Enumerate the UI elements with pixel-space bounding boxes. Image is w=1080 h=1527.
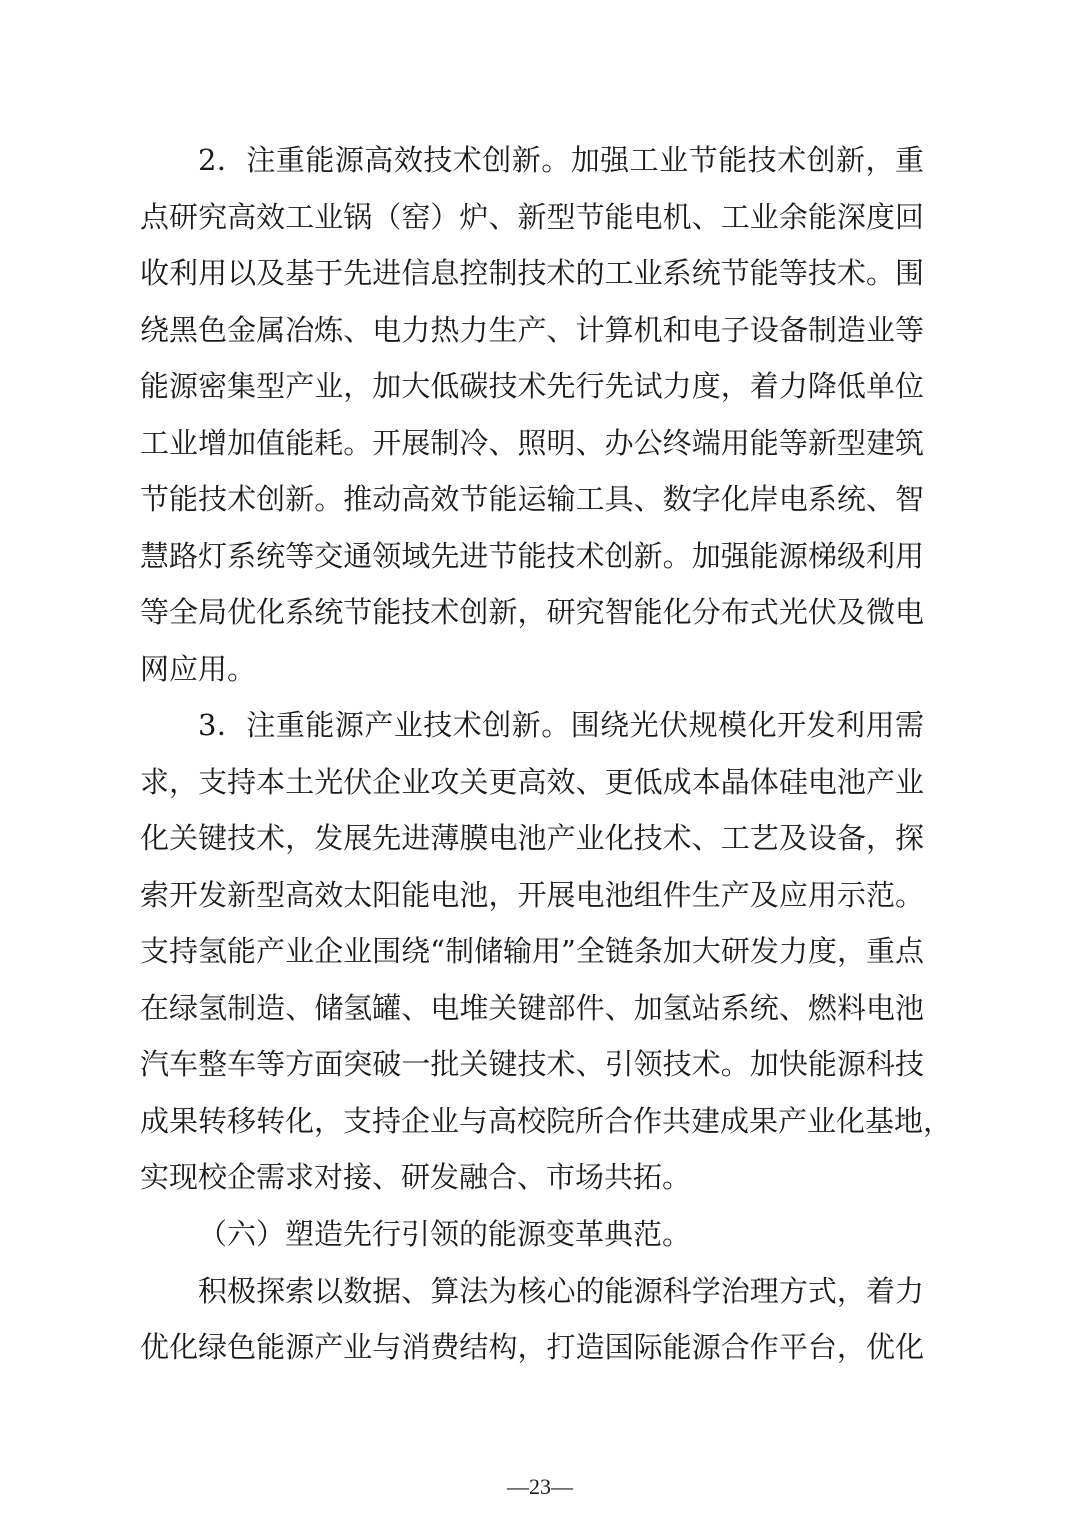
text-line: 3．注重能源产业技术创新。围绕光伏规模化开发利用需 xyxy=(198,708,924,742)
text-line: 收利用以及基于先进信息控制技术的工业系统节能等技术。围 xyxy=(140,256,924,290)
text-line: 能源密集型产业，加大低碳技术先行先试力度，着力降低单位 xyxy=(140,369,924,403)
text-line: 成果转移转化，支持企业与高校院所合作共建成果产业化基地， xyxy=(140,1104,953,1138)
text-line: 优化绿色能源产业与消费结构，打造国际能源合作平台，优化 xyxy=(140,1330,924,1364)
section-heading: （六）塑造先行引领的能源变革典范。 xyxy=(198,1217,692,1251)
text-line: 求，支持本土光伏企业攻关更高效、更低成本晶体硅电池产业 xyxy=(140,765,924,799)
text-line: 网应用。 xyxy=(140,652,257,686)
text-line: 绕黑色金属冶炼、电力热力生产、计算机和电子设备制造业等 xyxy=(140,313,924,347)
text-line: 汽车整车等方面突破一批关键技术、引领技术。加快能源科技 xyxy=(140,1047,924,1081)
text-line: 等全局优化系统节能技术创新，研究智能化分布式光伏及微电 xyxy=(140,595,924,629)
text-line: 化关键技术，发展先进薄膜电池产业化技术、工艺及设备，探 xyxy=(140,821,924,855)
text-line: 慧路灯系统等交通领域先进节能技术创新。加强能源梯级利用 xyxy=(140,539,924,573)
text-line: 积极探索以数据、算法为核心的能源科学治理方式，着力 xyxy=(198,1274,924,1308)
text-line: 点研究高效工业锅（窑）炉、新型节能电机、工业余能深度回 xyxy=(140,200,924,234)
text-line: 实现校企需求对接、研发融合、市场共拓。 xyxy=(140,1160,692,1194)
text-line: 节能技术创新。推动高效节能运输工具、数字化岸电系统、智 xyxy=(140,482,924,516)
page-number: —23— xyxy=(507,1474,573,1499)
text-line: 索开发新型高效太阳能电池，开展电池组件生产及应用示范。 xyxy=(140,878,924,912)
text-line: 工业增加值能耗。开展制冷、照明、办公终端用能等新型建筑 xyxy=(140,426,924,460)
text-line: 在绿氢制造、储氢罐、电堆关键部件、加氢站系统、燃料电池 xyxy=(140,991,924,1025)
text-line: 2．注重能源高效技术创新。加强工业节能技术创新，重 xyxy=(198,143,924,177)
text-line: 支持氢能产业企业围绕“制储输用”全链条加大研发力度，重点 xyxy=(140,934,924,968)
